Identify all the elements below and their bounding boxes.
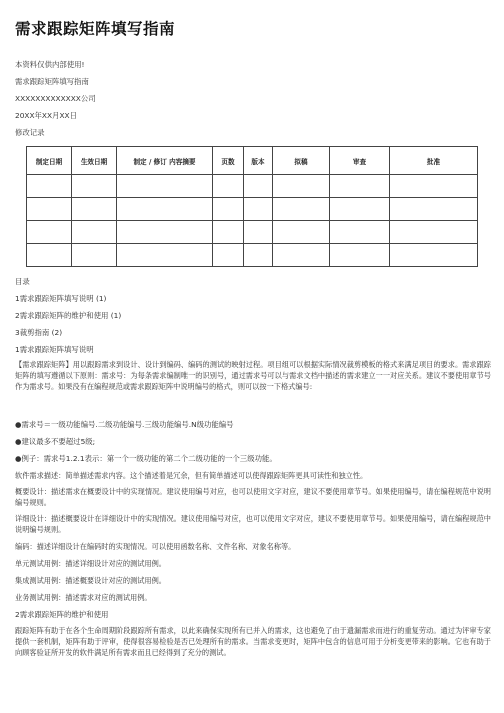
header-effective-date: 生效日期 — [72, 147, 117, 175]
business-test-paragraph: 业务测试用例：描述需求对应的测试用例。 — [15, 593, 152, 602]
table-cell — [244, 244, 273, 267]
high-level-design-paragraph: 概要设计：描述需求在概要设计中的实现情况。建议使用编号对应，也可以使用文字对应，建议不要使用章节号。如果使用编号，请在编程规范中说明编号规则。 — [15, 487, 491, 507]
table-cell — [72, 198, 117, 221]
header-drafter: 拟稿 — [273, 147, 330, 175]
table-cell — [330, 175, 390, 198]
table-cell — [27, 244, 72, 267]
header-pages: 页数 — [213, 147, 244, 175]
table-cell — [330, 244, 390, 267]
section-2-heading: 2需求跟踪矩阵的维护和使用 — [15, 610, 109, 619]
table-row — [27, 244, 478, 267]
toc-item[interactable]: 2需求跟踪矩阵的维护和使用 (1) — [15, 311, 122, 320]
toc-item[interactable]: 3裁剪指南 (2) — [15, 328, 63, 337]
table-cell — [72, 175, 117, 198]
table-cell — [117, 244, 213, 267]
table-cell — [213, 221, 244, 244]
table-cell — [390, 175, 478, 198]
header-content-summary: 制定 / 修订 内容摘要 — [117, 147, 213, 175]
header-version: 版本 — [244, 147, 273, 175]
table-cell — [213, 198, 244, 221]
section-1-heading: 1需求跟踪矩阵填写说明 — [15, 345, 94, 354]
bullet-item: ●例子：需求号1.2.1表示：第一个一级功能的第二个二级功能的一个三级功能。 — [15, 454, 277, 463]
table-cell — [273, 221, 330, 244]
table-cell — [244, 221, 273, 244]
table-cell — [117, 198, 213, 221]
bullet-item: ●建议最多不要超过5级; — [15, 437, 96, 446]
table-cell — [117, 221, 213, 244]
section-1-paragraph: 【需求跟踪矩阵】用以跟踪需求到设计、设计到编码、编码的测试的映射过程。项目组可以根据实际情况裁剪模板的格式来满足项目的要求。需求跟踪矩阵的填写遵循以下原则：需求号：为每条需求编制唯一的识别号，通过需求号可以与需求文档中描述的需求建立一一对应关系。建议不要使用章节号作为需求号。如果没有在编程规范或需求跟踪矩阵中说明编号的格式，则可以按一下格式编号: — [15, 360, 491, 391]
notice-text: 本资料仅供内部使用! — [15, 60, 85, 69]
table-row — [27, 175, 478, 198]
table-row — [27, 221, 478, 244]
table-cell — [213, 244, 244, 267]
toc-label: 目录 — [15, 277, 30, 286]
table-cell — [273, 175, 330, 198]
section-2-paragraph: 跟踪矩阵有助于在各个生命周期阶段跟踪所有需求，以此来确保实现所有已并入的需求，这也避免了由于遗漏需求而进行的重复劳动。通过为评审专家提供一套机制，矩阵有助于评审，使得很容易检验是否已处理所有的需求。当需求变更时，矩阵中包含的信息可用于分析变更带来的影响。它也有助于向顾客验证所开发的软件满足所有需求而且已经得到了充分的测试。 — [15, 626, 491, 657]
table-cell — [273, 198, 330, 221]
table-cell — [244, 198, 273, 221]
detailed-design-paragraph: 详细设计：描述概要设计在详细设计中的实现情况。建议使用编号对应，也可以使用文字对应，建议不要使用章节号。如果使用编号，请在编程规范中说明编号规则。 — [15, 514, 491, 534]
table-cell — [330, 221, 390, 244]
document-title: 需求跟踪矩阵填写指南 — [15, 20, 176, 38]
table-cell — [72, 244, 117, 267]
company-name: XXXXXXXXXXXXX公司 — [15, 94, 96, 103]
integration-test-paragraph: 集成测试用例：描述概要设计对应的测试用例。 — [15, 576, 166, 585]
document-date: 20XX年XX月XX日 — [15, 111, 77, 120]
header-approver: 批准 — [390, 147, 478, 175]
table-cell — [390, 221, 478, 244]
table-cell — [117, 175, 213, 198]
table-cell — [244, 175, 273, 198]
table-cell — [27, 221, 72, 244]
table-cell — [213, 175, 244, 198]
unit-test-paragraph: 单元测试用例：描述详细设计对应的测试用例。 — [15, 559, 166, 568]
table-cell — [273, 244, 330, 267]
requirement-description-paragraph: 软件需求描述：简单描述需求内容。这个描述着是冗余，但有简单描述可以使得跟踪矩阵更具可读性和独立性。 — [15, 471, 368, 480]
header-issue-date: 制定日期 — [27, 147, 72, 175]
revision-record-table — [26, 146, 478, 267]
table-cell — [390, 244, 478, 267]
table-cell — [27, 175, 72, 198]
header-reviewer: 审查 — [330, 147, 390, 175]
revision-record-label: 修改记录 — [15, 128, 45, 137]
coding-paragraph: 编码：描述详细设计在编码时的实现情况。可以使用函数名称、文件名称、对象名称等。 — [15, 542, 296, 551]
bullet-item: ●需求号＝一级功能编号.二级功能编号.三级功能编号.N级功能编号 — [15, 420, 234, 429]
table-row — [27, 198, 478, 221]
table-cell — [330, 198, 390, 221]
document-name: 需求跟踪矩阵填写指南 — [15, 77, 89, 86]
toc-item[interactable]: 1需求跟踪矩阵填写说明 (1) — [15, 294, 107, 303]
table-cell — [390, 198, 478, 221]
table-cell — [72, 221, 117, 244]
revision-table-header-row — [27, 147, 478, 175]
table-cell — [27, 198, 72, 221]
